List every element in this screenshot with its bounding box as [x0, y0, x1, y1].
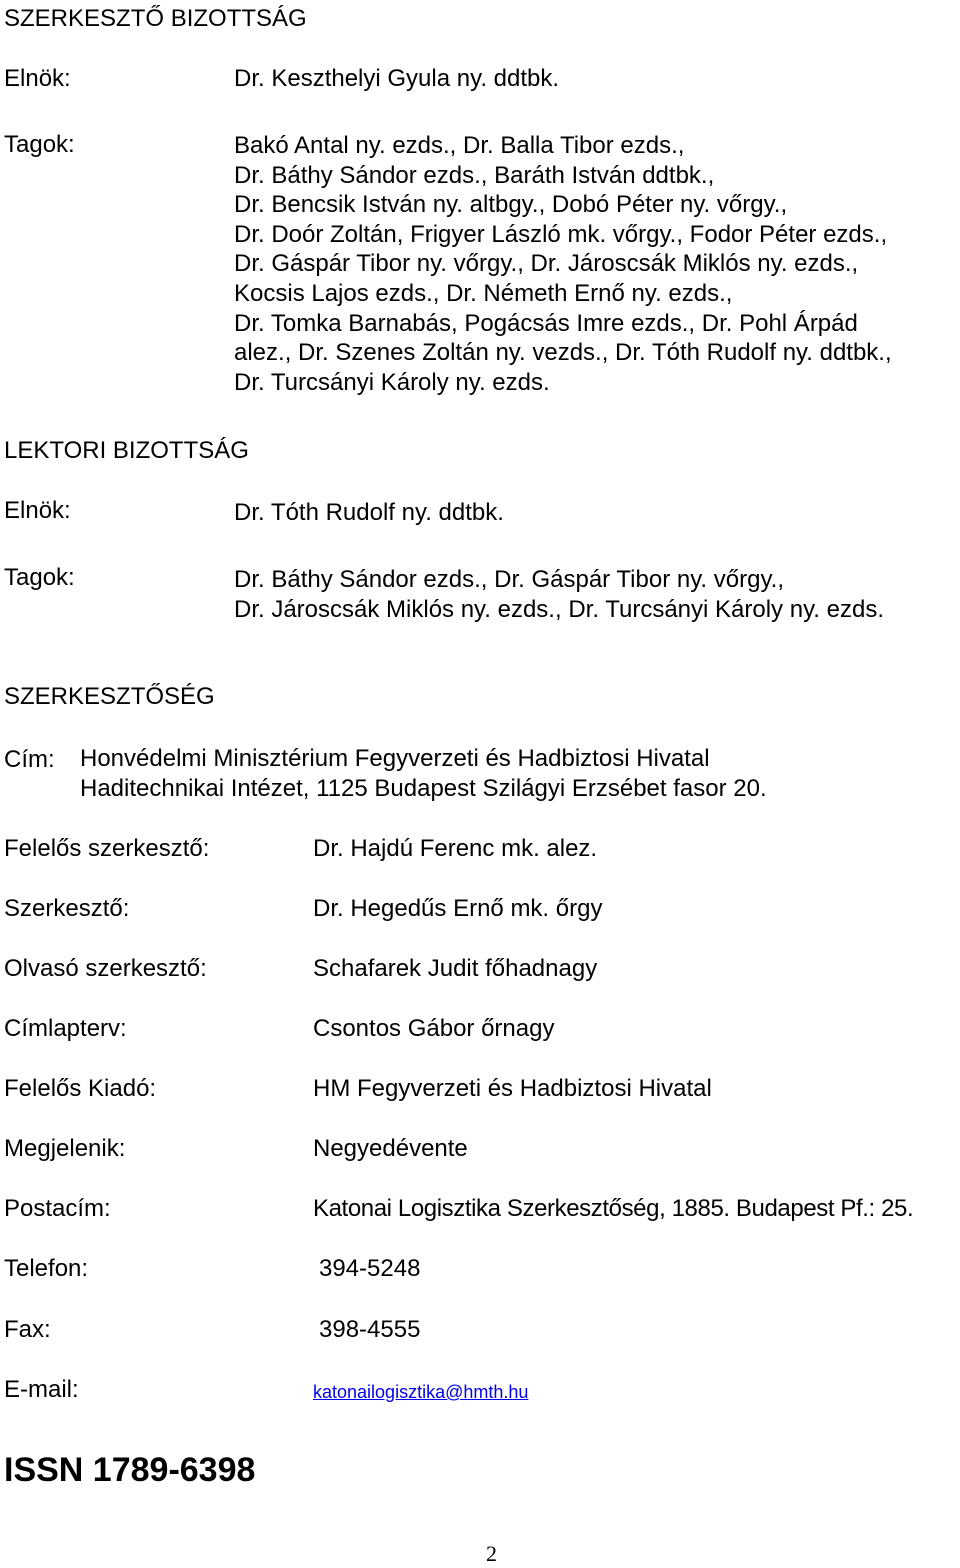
proofreader: Schafarek Judit főhadnagy	[313, 955, 598, 982]
responsible-editor-label: Felelős szerkesztő:	[4, 835, 210, 862]
postal-address: Katonai Logisztika Szerkesztőség, 1885. Budapest Pf.: 25.	[313, 1195, 914, 1222]
proofreader-label: Olvasó szerkesztő:	[4, 955, 207, 982]
member-line: Dr. Báthy Sándor ezds., Baráth István ddtbk.,	[234, 161, 715, 189]
editorial-office-heading: SZERKESZTŐSÉG	[4, 683, 215, 710]
member-line: Dr. Doór Zoltán, Frigyer László mk. vőrgy., Fodor Péter ezds.,	[234, 220, 888, 248]
email-link[interactable]: katonailogisztika@hmth.hu	[313, 1382, 529, 1402]
review-board-heading: LEKTORI BIZOTTSÁG	[4, 437, 249, 464]
publisher-label: Felelős Kiadó:	[4, 1075, 157, 1102]
fax-label: Fax:	[4, 1316, 51, 1343]
review-chair: Dr. Tóth Rudolf ny. ddtbk.	[234, 499, 504, 526]
member-line: Dr. Turcsányi Károly ny. ezds.	[234, 368, 550, 396]
phone-label: Telefon:	[4, 1255, 89, 1282]
member-line: Dr. Tomka Barnabás, Pogácsás Imre ezds., Dr. Pohl Árpád	[234, 309, 858, 337]
issn: ISSN 1789-6398	[4, 1451, 256, 1489]
address	[80, 744, 767, 803]
editorial-chair-label: Elnök:	[4, 65, 71, 92]
address-label: Cím:	[4, 746, 55, 773]
editorial-chair: Dr. Keszthelyi Gyula ny. ddtbk.	[234, 65, 560, 92]
publisher: HM Fegyverzeti és Hadbiztosi Hivatal	[313, 1075, 712, 1102]
review-members-list	[234, 565, 884, 624]
responsible-editor: Dr. Hajdú Ferenc mk. alez.	[313, 835, 598, 862]
review-chair-label: Elnök:	[4, 497, 71, 524]
address-line: Honvédelmi Minisztérium Fegyverzeti és Hadbiztosi Hivatal	[80, 745, 710, 772]
frequency: Negyedévente	[313, 1135, 468, 1162]
member-line: alez., Dr. Szenes Zoltán ny. vezds., Dr. Tóth Rudolf ny. ddtbk.,	[234, 339, 892, 367]
editor: Dr. Hegedűs Ernő mk. őrgy	[313, 895, 603, 922]
postal-label: Postacím:	[4, 1195, 111, 1222]
editorial-members-list	[234, 131, 892, 397]
member-line: Dr. Gáspár Tibor ny. vőrgy., Dr. Jároscsák Miklós ny. ezds.,	[234, 250, 859, 278]
page-number: 2	[486, 1541, 497, 1566]
phone: 394-5248	[319, 1255, 421, 1282]
member-line: Dr. Jároscsák Miklós ny. ezds., Dr. Turcsányi Károly ny. ezds.	[234, 595, 884, 623]
review-members-label: Tagok:	[4, 564, 75, 591]
editorial-board-heading: SZERKESZTŐ BIZOTTSÁG	[4, 5, 307, 32]
address-line: Haditechnikai Intézet, 1125 Budapest Szilágyi Erzsébet fasor 20.	[80, 774, 767, 802]
editorial-members-label: Tagok:	[4, 131, 75, 158]
email-label: E-mail:	[4, 1376, 79, 1403]
fax: 398-4555	[319, 1316, 421, 1343]
editor-label: Szerkesztő:	[4, 895, 130, 922]
member-line: Dr. Báthy Sándor ezds., Dr. Gáspár Tibor ny. vőrgy.,	[234, 566, 785, 593]
member-line: Dr. Bencsik István ny. altbgy., Dobó Péter ny. vőrgy.,	[234, 191, 788, 219]
cover-design-label: Címlapterv:	[4, 1015, 127, 1042]
frequency-label: Megjelenik:	[4, 1135, 126, 1162]
cover-design: Csontos Gábor őrnagy	[313, 1015, 555, 1042]
member-line: Bakó Antal ny. ezds., Dr. Balla Tibor ezds.,	[234, 132, 685, 159]
member-line: Kocsis Lajos ezds., Dr. Németh Ernő ny. ezds.,	[234, 279, 733, 307]
